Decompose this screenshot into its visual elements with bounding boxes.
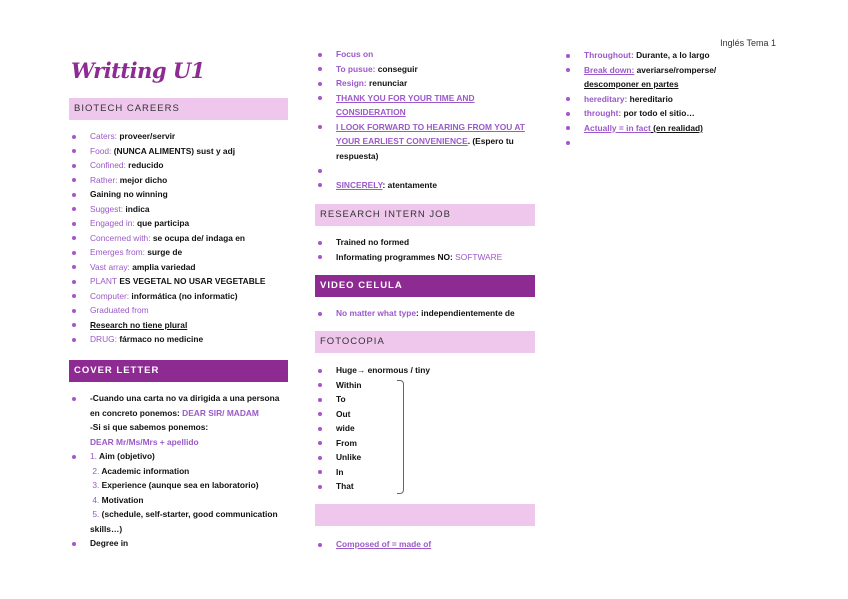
- composed-list: [315, 537, 540, 552]
- list-item: Suggest: indica: [69, 202, 289, 217]
- list-item: Degree in: [69, 536, 289, 551]
- video-list: [315, 306, 540, 321]
- list-item: [315, 163, 540, 178]
- list-item: Out: [315, 407, 540, 422]
- list-item: Resign: renunciar: [315, 76, 540, 91]
- list-item: Actually = in fact (en realidad): [563, 121, 783, 136]
- section-header-biotech: BIOTECH CAREERS: [69, 98, 288, 120]
- list-item: Focus on: [315, 47, 540, 62]
- list-item: 1. Aim (objetivo): [69, 449, 289, 464]
- section-header-fotocopia: FOTOCOPIA: [315, 331, 535, 353]
- list-item: Throughout: Durante, a lo largo: [563, 48, 783, 63]
- list-item: Break down: averiarse/romperse/: [563, 63, 783, 78]
- list-item: From: [315, 436, 540, 451]
- list-item: No matter what type: independientemente de: [315, 306, 540, 321]
- list-item: hereditary: hereditario: [563, 92, 783, 107]
- list-item: SINCERELY: atentamente: [315, 178, 540, 193]
- list-item: wide: [315, 421, 540, 436]
- list-item: 5. (schedule, self-starter, good communication: [92, 509, 278, 519]
- list-item: Unlike: [315, 450, 540, 465]
- list-item: Computer: informática (no informatic): [69, 289, 289, 304]
- list-item: descomponer en partes: [584, 79, 679, 89]
- writing-phrases-list: [315, 47, 540, 192]
- list-item: 2. Academic information: [92, 465, 190, 476]
- list-item: That: [315, 479, 540, 494]
- list-item: CONSIDERATION: [336, 107, 406, 117]
- list-item: 3. Experience (aunque sea en laboratorio): [92, 480, 259, 490]
- list-item: Graduated from: [69, 303, 289, 318]
- list-item: PLANT ES VEGETAL NO USAR VEGETABLE: [69, 274, 289, 289]
- list-item: throught: por todo el sitio…: [563, 106, 783, 121]
- list-item: Rather: mejor dicho: [69, 173, 289, 188]
- list-item: 4. Motivation: [92, 494, 144, 505]
- list-item: Emerges from: surge de: [69, 245, 289, 260]
- list-item: YOUR EARLIEST CONVENIENCE. (Espero tu: [336, 136, 514, 146]
- list-item: en concreto ponemos: DEAR SIR/ MADAM: [90, 407, 259, 418]
- list-item: Within: [315, 378, 540, 393]
- list-item: Huge→ enormous / tiny: [315, 363, 540, 378]
- list-item: DEAR Mr/Ms/Mrs + apellido: [90, 436, 199, 447]
- list-item: -Si si que sabemos ponemos:: [90, 422, 209, 432]
- list-item: Composed of = made of: [315, 537, 540, 552]
- section-header-video-celula: VIDEO CELULA: [315, 275, 535, 297]
- list-item: Caters: proveer/servir: [69, 129, 289, 144]
- section-header-cover-letter: COVER LETTER: [69, 360, 288, 382]
- section-header-research-intern: RESEARCH INTERN JOB: [315, 204, 535, 226]
- list-item: DRUG: fármaco no medicine: [69, 332, 289, 347]
- list-item: Confined: reducido: [69, 158, 289, 173]
- header-note: Inglés Tema 1: [720, 38, 776, 48]
- list-item: -Cuando una carta no va dirigida a una persona: [69, 391, 289, 406]
- cover-letter-list: [69, 391, 289, 551]
- research-list: [315, 235, 540, 264]
- biotech-list: [69, 129, 289, 347]
- section-header-empty: [315, 504, 535, 526]
- list-item: Trained no formed: [315, 235, 540, 250]
- bracket-divider: [397, 380, 404, 494]
- list-item: Research no tiene plural: [69, 318, 289, 333]
- fotocopia-list: [315, 363, 540, 494]
- page-title: Writting U1: [71, 58, 205, 83]
- list-item: Engaged in: que participa: [69, 216, 289, 231]
- list-item: Gaining no winning: [69, 187, 289, 202]
- list-item: In: [315, 465, 540, 480]
- list-item: Food: (NUNCA ALIMENTS) sust y adj: [69, 144, 289, 159]
- list-item: [563, 135, 783, 150]
- vocab-list: [563, 48, 783, 150]
- list-item: Concerned with: se ocupa de/ indaga en: [69, 231, 289, 246]
- list-item: Vast array: amplia variedad: [69, 260, 289, 275]
- list-item: respuesta): [336, 150, 379, 161]
- list-item: THANK YOU FOR YOUR TIME AND: [315, 91, 540, 106]
- list-item: skills…): [90, 523, 123, 534]
- list-item: Informating programmes NO: SOFTWARE: [315, 250, 540, 265]
- list-item: To: [315, 392, 540, 407]
- list-item: To pusue: conseguir: [315, 62, 540, 77]
- list-item: I LOOK FORWARD TO HEARING FROM YOU AT: [315, 120, 540, 135]
